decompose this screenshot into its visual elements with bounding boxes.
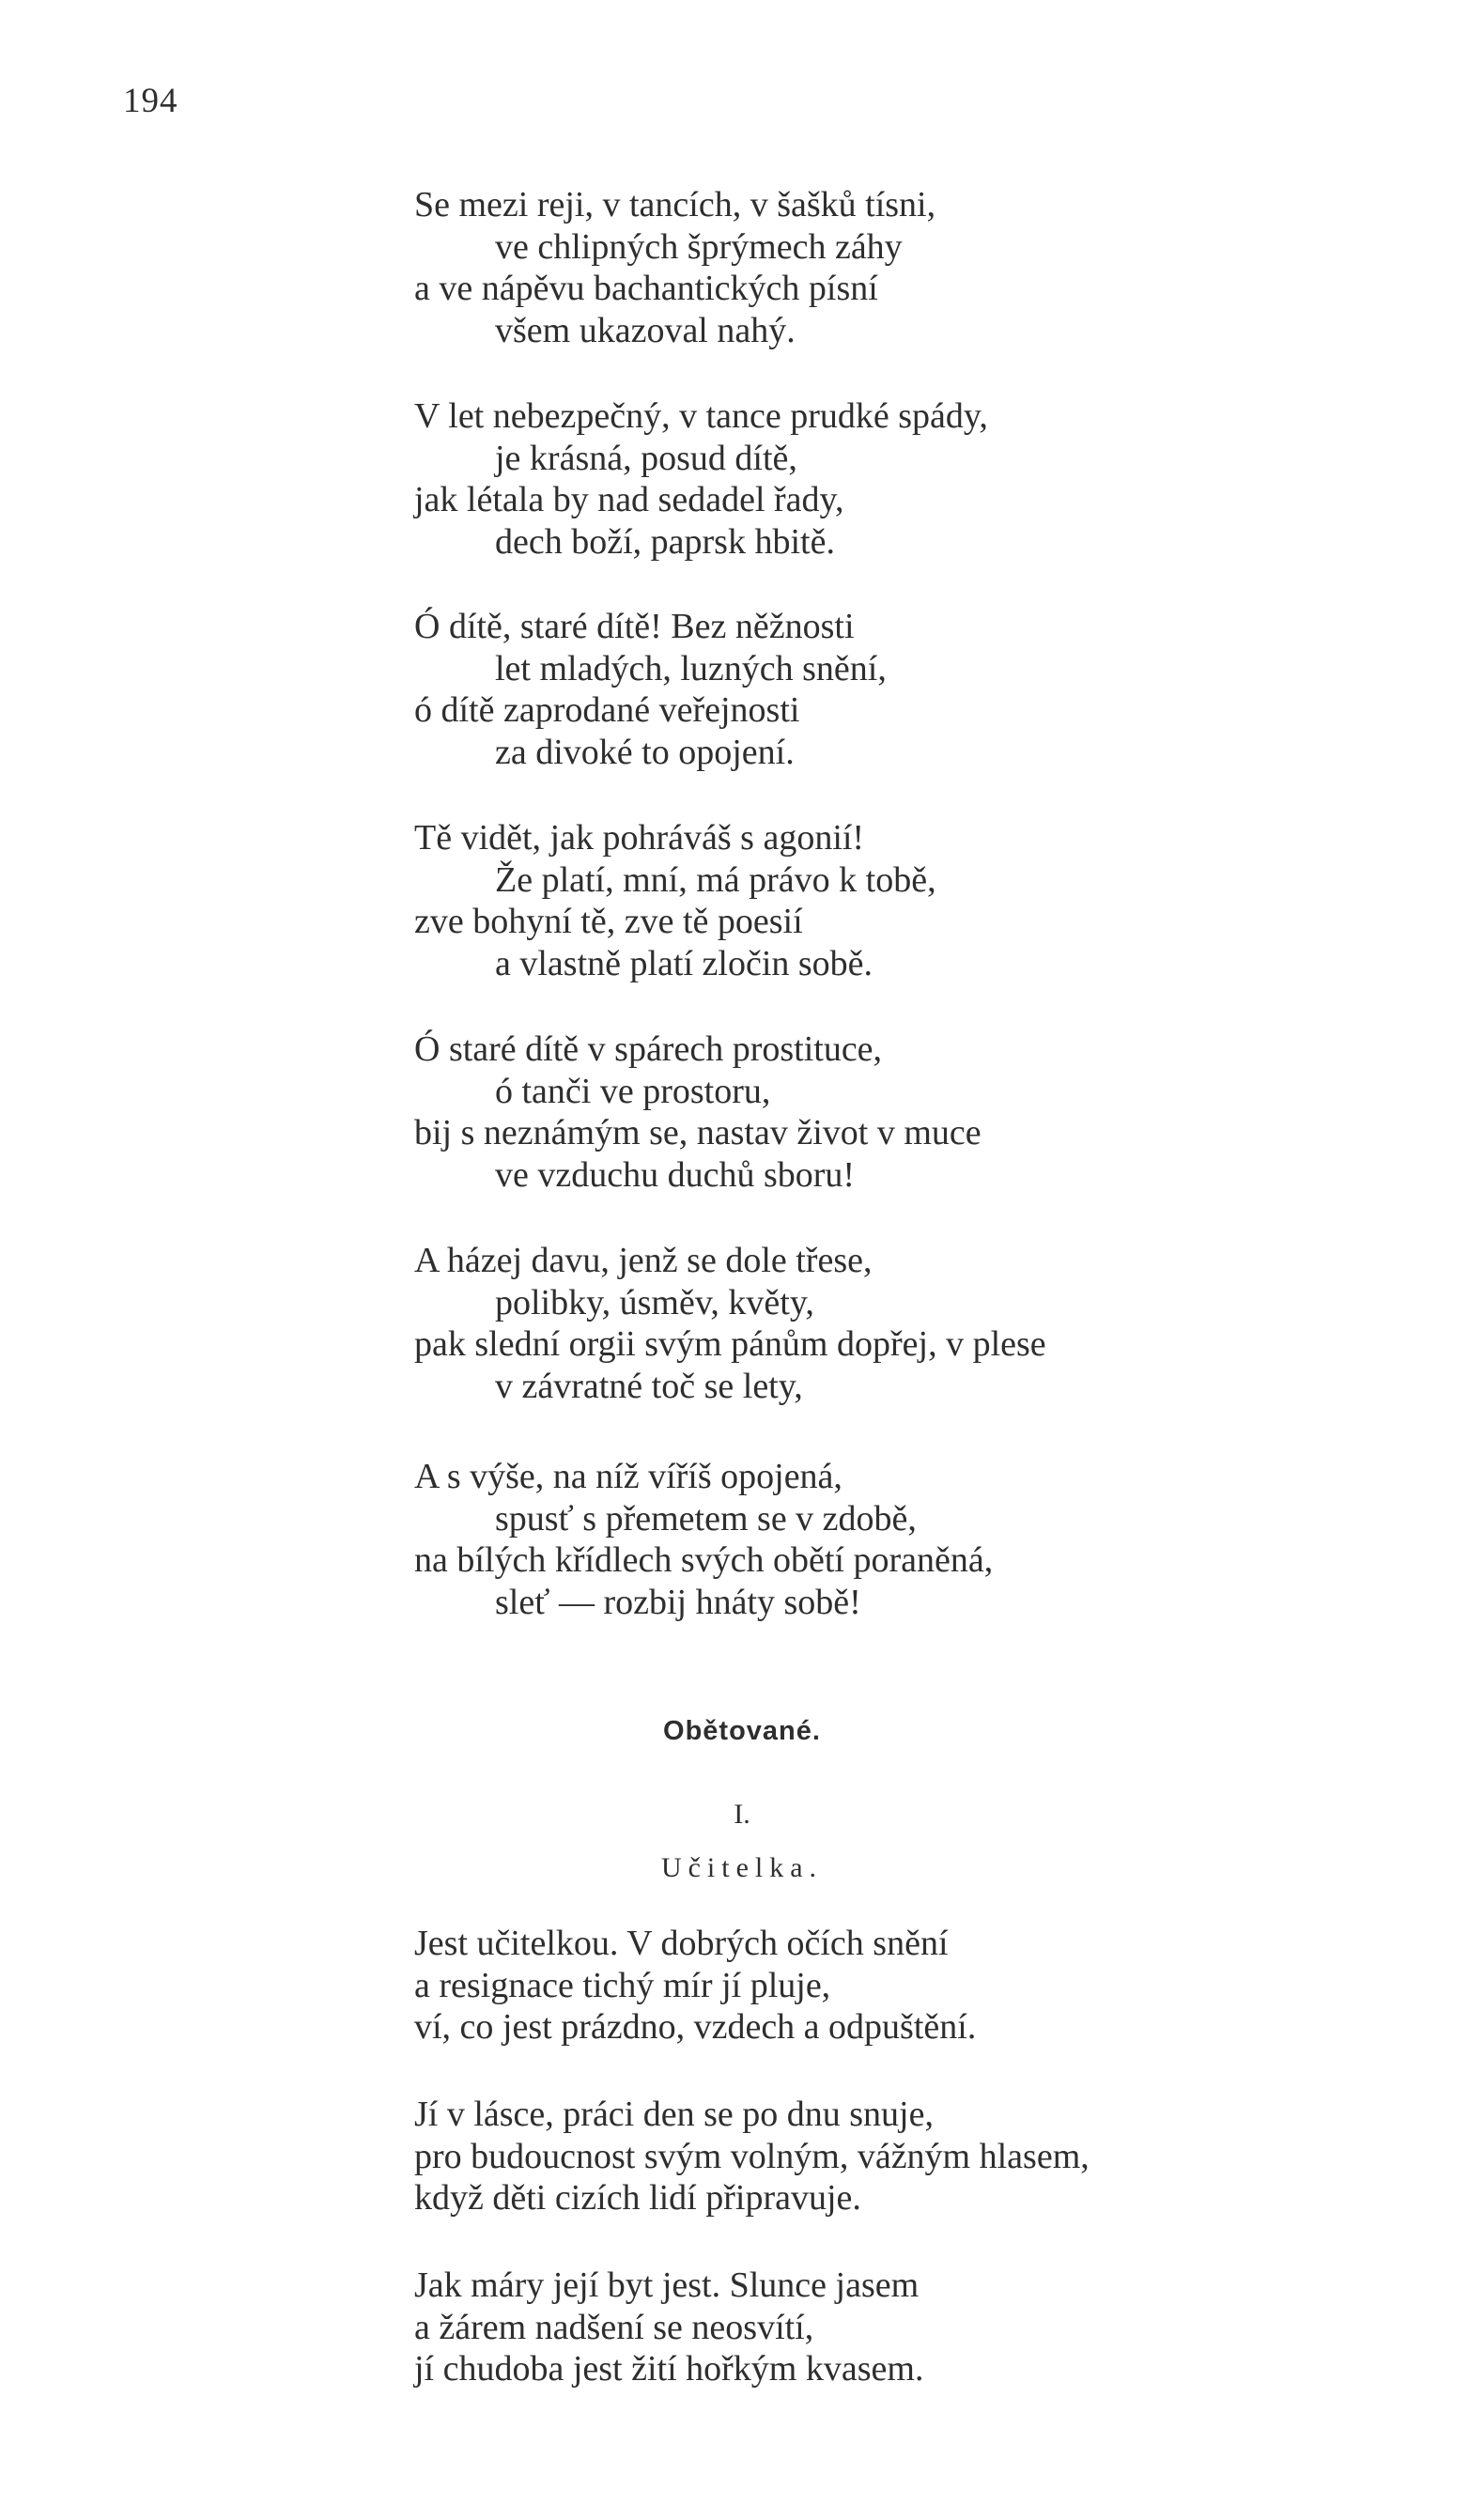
section-title: Obětované. bbox=[663, 1716, 821, 1746]
stanza-8 bbox=[414, 1923, 976, 2049]
verse-line: v závratné toč se lety, bbox=[495, 1366, 803, 1406]
verse-line: všem ukazoval nahý. bbox=[495, 310, 796, 350]
verse-line: spusť s přemetem se v zdobě, bbox=[495, 1498, 917, 1539]
stanza-6 bbox=[414, 1240, 1046, 1407]
verse-line: let mladých, luzných snění, bbox=[495, 648, 887, 688]
verse-line: Tě vidět, jak pohráváš s agonií! bbox=[414, 818, 865, 858]
verse-line: ve chlipných šprýmech záhy bbox=[495, 226, 903, 267]
verse-line: Jak máry její byt jest. Slunce jasem bbox=[414, 2265, 920, 2305]
stanza-4 bbox=[414, 817, 936, 984]
verse-line: jí chudoba jest žití hořkým kvasem. bbox=[414, 2349, 924, 2389]
stanza-1 bbox=[414, 184, 935, 351]
verse-line: pro budoucnost svým volným, vážným hlasem, bbox=[414, 2136, 1090, 2176]
verse-line: sleť — rozbij hnáty sobě! bbox=[495, 1582, 861, 1622]
verse-line: ó tanči ve prostoru, bbox=[495, 1071, 771, 1111]
verse-line: a resignace tichý mír jí pluje, bbox=[414, 1965, 831, 2005]
verse-line: V let nebezpečný, v tance prudké spády, bbox=[414, 396, 988, 436]
stanza-7 bbox=[414, 1456, 993, 1623]
verse-line: dech boží, paprsk hbitě. bbox=[495, 521, 835, 562]
verse-line: Ó staré dítě v spárech prostituce, bbox=[414, 1029, 883, 1069]
verse-line: za divoké to opojení. bbox=[495, 732, 795, 772]
verse-line: A s výše, na níž víříš opojená, bbox=[414, 1457, 842, 1496]
verse-line: Se mezi reji, v tancích, v šašků tísni, bbox=[414, 185, 936, 224]
verse-line: Jest učitelkou. V dobrých očích snění bbox=[414, 1924, 949, 1963]
stanza-2 bbox=[414, 395, 988, 563]
section-numeral: I. bbox=[734, 1799, 750, 1830]
stanza-5 bbox=[414, 1028, 982, 1196]
verse-line: jak létala by nad sedadel řady, bbox=[414, 480, 844, 519]
verse-line: a žárem nadšení se neosvítí, bbox=[414, 2307, 814, 2347]
verse-line: a ve nápěvu bachantických písní bbox=[414, 269, 878, 308]
stanza-10 bbox=[414, 2265, 923, 2390]
stanza-3 bbox=[414, 606, 887, 773]
verse-line: Ó dítě, staré dítě! Bez něžnosti bbox=[414, 607, 855, 646]
verse-line: a vlastně platí zločin sobě. bbox=[495, 943, 873, 983]
verse-line: ó dítě zaprodané veřejnosti bbox=[414, 690, 800, 730]
verse-line: bij s neznámým se, nastav život v muce bbox=[414, 1113, 982, 1152]
verse-line: ve vzduchu duchů sboru! bbox=[495, 1154, 856, 1195]
verse-line: pak slední orgii svým pánům dopřej, v plese bbox=[414, 1324, 1046, 1364]
verse-line: je krásná, posud dítě, bbox=[495, 438, 797, 478]
verse-line: ví, co jest prázdno, vzdech a odpuštění. bbox=[414, 2007, 977, 2047]
verse-line: zve bohyní tě, zve tě poesií bbox=[414, 902, 803, 941]
verse-line: Jí v lásce, práci den se po dnu snuje, bbox=[414, 2095, 934, 2134]
stanza-9 bbox=[414, 2094, 1090, 2219]
verse-line: polibky, úsměv, květy, bbox=[495, 1282, 814, 1322]
verse-line: A házej davu, jenž se dole třese, bbox=[414, 1241, 873, 1280]
poem-subtitle: Učitelka. bbox=[660, 1852, 824, 1883]
page-number: 194 bbox=[123, 82, 178, 120]
verse-line: Že platí, mní, má právo k tobě, bbox=[495, 859, 936, 900]
verse-line: když děti cizích lidí připravuje. bbox=[414, 2178, 861, 2218]
verse-line: na bílých křídlech svých obětí poraněná, bbox=[414, 1540, 994, 1580]
